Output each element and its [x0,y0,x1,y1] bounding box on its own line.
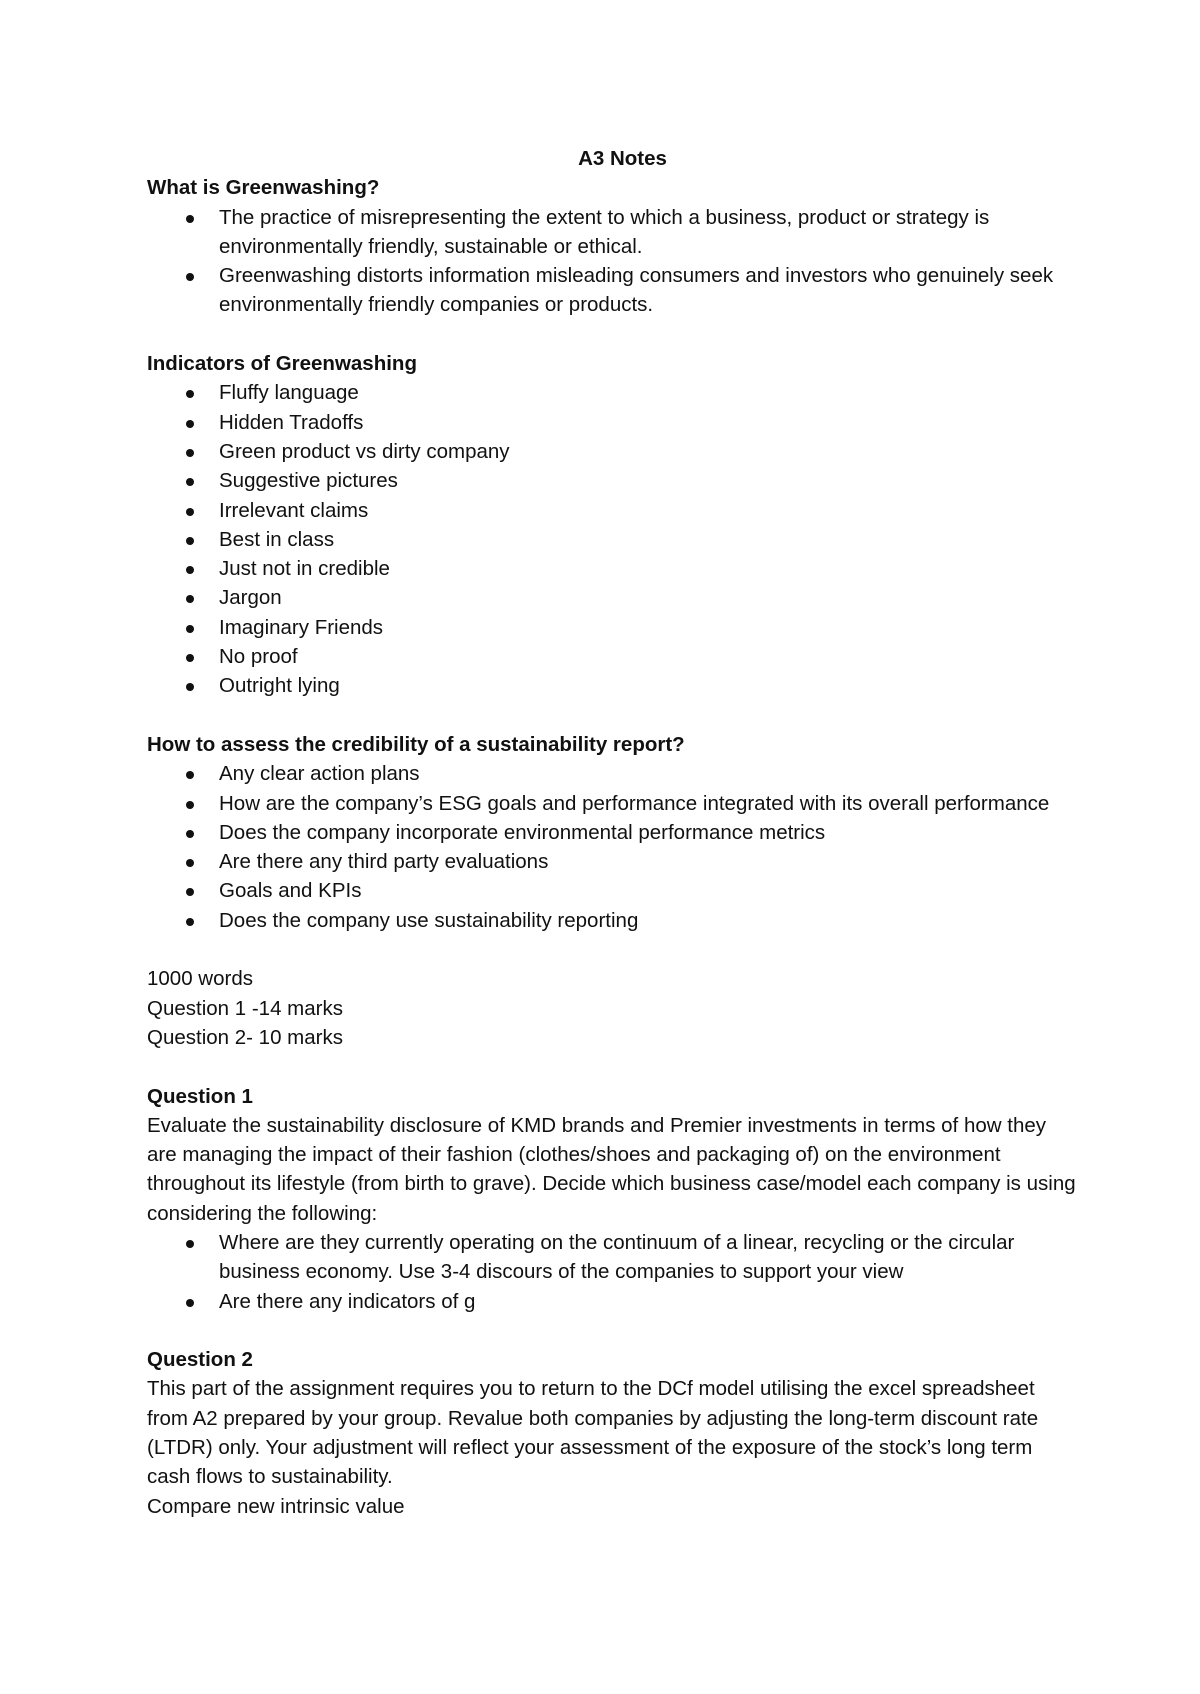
question2-closing: Compare new intrinsic value [147,1494,405,1518]
question1-heading: Question 1 [147,1084,253,1108]
list-item: Just not in credible [219,554,1080,583]
list-item: Fluffy language [219,378,1080,407]
list-item: How are the company’s ESG goals and performance integrated with its overall performance [219,789,1080,818]
list-item: Green product vs dirty company [219,437,1080,466]
question2-heading: Question 2 [147,1348,253,1372]
list-item: Are there any indicators of g [219,1287,1080,1316]
list-item: Goals and KPIs [219,876,1080,905]
list-item: Are there any third party evaluations [219,847,1080,876]
question2-marks: Question 2- 10 marks [147,1025,343,1049]
list-item: Best in class [219,525,1080,554]
question1-list [147,1228,1080,1316]
question1-marks: Question 1 -14 marks [147,996,343,1020]
list-item: Any clear action plans [219,759,1080,788]
list-item: Imaginary Friends [219,613,1080,642]
list-item: Does the company incorporate environmental performance metrics [219,818,1080,847]
list-item: Outright lying [219,671,1080,700]
greenwashing-definition-list [147,203,1080,320]
list-item: Where are they currently operating on the continuum of a linear, recycling or the circular business economy. Use 3-4 discours of the companies to support your view [219,1228,1080,1287]
list-item: Greenwashing distorts information misleading consumers and investors who genuinely seek environmentally friendly companies or products. [219,261,1080,320]
list-item: Jargon [219,583,1080,612]
word-count: 1000 words [147,967,253,991]
section-heading-indicators: Indicators of Greenwashing [147,352,417,376]
list-item: Suggestive pictures [219,466,1080,495]
list-item: No proof [219,642,1080,671]
indicators-list [147,378,1080,700]
credibility-list [147,759,1080,935]
list-item: Irrelevant claims [219,496,1080,525]
list-item: Does the company use sustainability reporting [219,906,1080,935]
section-heading-greenwashing: What is Greenwashing? [147,176,380,200]
question1-body: Evaluate the sustainability disclosure of KMD brands and Premier investments in terms of how they are managing the impact of their fashion (clothes/shoes and packaging of) on the environment throughout its lifestyle (from birth to grave). Decide which business case/model each company is using considering the following: [147,1113,1076,1225]
section-heading-credibility: How to assess the credibility of a sustainability report? [147,732,685,756]
list-item: The practice of misrepresenting the extent to which a business, product or strategy is environmentally friendly, sustainable or ethical. [219,203,1080,262]
document-title: A3 Notes [578,147,667,170]
list-item: Hidden Tradoffs [219,408,1080,437]
question2-body: This part of the assignment requires you to return to the DCf model utilising the excel spreadsheet from A2 prepared by your group. Revalue both companies by adjusting the long-term discount rate (LTDR) only. Your adjustment will reflect your assessment of the exposure of the stock’s long term cash flows to sustainability. [147,1377,1039,1489]
